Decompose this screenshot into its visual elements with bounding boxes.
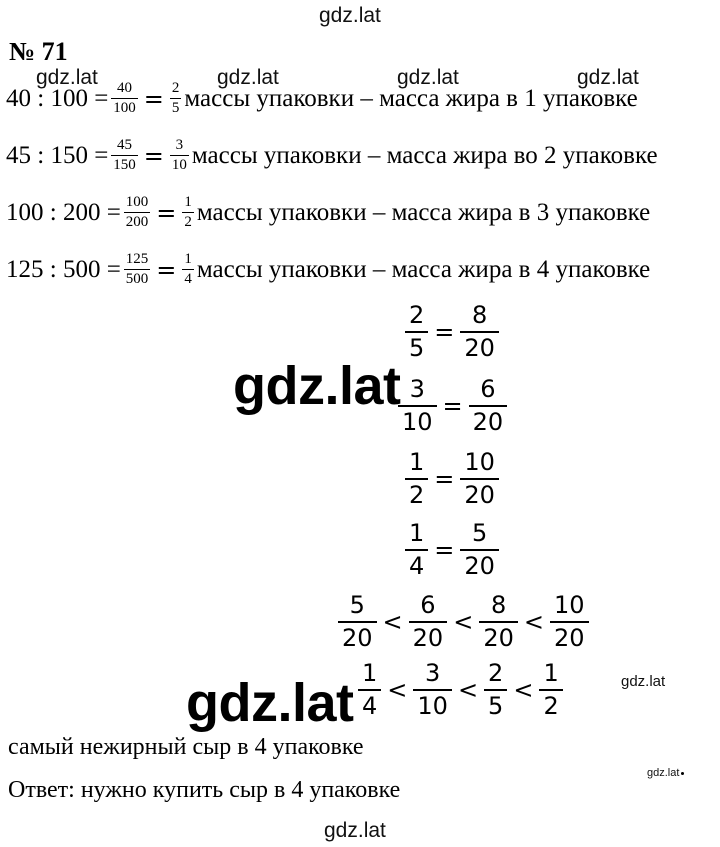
- fraction: [111, 81, 138, 116]
- calculation-row: [6, 138, 658, 173]
- comparison-fraction: [358, 661, 381, 719]
- row-description: массы упаковки – масса жира во 2 упаковке: [191, 141, 658, 169]
- watermark-2: gdz.lat: [217, 66, 279, 89]
- fraction-original-numerator: 2: [409, 301, 425, 329]
- fraction-simplified-numerator: 1: [184, 251, 192, 267]
- comparison-fraction-numerator: 2: [488, 659, 504, 687]
- watermark-top: gdz.lat: [319, 4, 381, 27]
- fraction-converted-numerator: 5: [472, 519, 488, 547]
- fraction-conversion: [405, 521, 499, 579]
- equals-sign: =: [156, 255, 177, 284]
- fraction-denominator: 200: [125, 214, 149, 230]
- fraction-conversion: [405, 303, 499, 361]
- fraction-numerator: 125: [125, 251, 149, 267]
- watermark-bottom: gdz.lat: [324, 819, 386, 842]
- calculation-row: [6, 252, 650, 287]
- watermark-4: gdz.lat: [577, 66, 639, 89]
- equals-sign: =: [143, 84, 164, 113]
- comparison-fraction-numerator: 1: [362, 659, 378, 687]
- division-expression: 40 : 100 =: [6, 84, 109, 112]
- fraction-converted-numerator: 10: [464, 448, 495, 476]
- fraction-simplified-denominator: 10: [171, 157, 187, 173]
- less-than-sign: <: [453, 608, 474, 637]
- row-description: массы упаковки – масса жира в 4 упаковке: [196, 255, 651, 283]
- fraction-simplified: [170, 138, 189, 173]
- equals-sign: =: [143, 141, 164, 170]
- comparison-fraction-denominator: 2: [539, 689, 562, 719]
- comparison-fraction: [484, 661, 507, 719]
- fraction-numerator: 45: [117, 137, 133, 153]
- fraction-converted-denominator: 20: [469, 405, 508, 435]
- fraction-converted-numerator: 8: [472, 301, 488, 329]
- comparison-fraction: [539, 661, 562, 719]
- fraction-original-numerator: 3: [409, 375, 425, 403]
- fraction-converted: [460, 303, 499, 361]
- watermark-big-2: gdz.lat: [186, 673, 354, 733]
- fraction-original-denominator: 10: [398, 405, 437, 435]
- less-than-sign: <: [387, 676, 408, 705]
- comparison-fraction-numerator: 6: [420, 591, 436, 619]
- watermark-3: gdz.lat: [397, 66, 459, 89]
- equals-sign: =: [442, 392, 463, 421]
- fraction-converted-denominator: 20: [460, 478, 499, 508]
- row-description: массы упаковки – масса жира в 1 упаковке: [184, 84, 638, 112]
- comparison-fraction: [409, 593, 448, 651]
- comparison-simplified: [358, 661, 563, 719]
- fraction-original: [398, 377, 437, 435]
- comparison-fraction-denominator: 20: [338, 621, 377, 651]
- fraction-simplified: [182, 252, 194, 287]
- fraction-denominator: 500: [125, 271, 149, 287]
- comparison-fraction-denominator: 20: [479, 621, 518, 651]
- watermark-big-1: gdz.lat: [233, 356, 401, 416]
- equals-sign: =: [156, 198, 177, 227]
- comparison-fraction-denominator: 20: [409, 621, 448, 651]
- fraction-converted: [469, 377, 508, 435]
- comparison-fraction-denominator: 10: [413, 689, 452, 719]
- division-expression: 45 : 150 =: [6, 141, 109, 169]
- division-expression: 100 : 200 =: [6, 198, 121, 226]
- fraction-original: [405, 521, 428, 579]
- fraction-simplified: [182, 195, 194, 230]
- comparison-fraction-numerator: 3: [425, 659, 441, 687]
- fraction-converted-numerator: 6: [480, 375, 496, 403]
- watermark-5: gdz.lat: [621, 673, 666, 690]
- fraction-converted: [460, 521, 499, 579]
- fraction-original-denominator: 4: [405, 549, 428, 579]
- fraction-simplified-numerator: 3: [175, 137, 184, 153]
- fraction-numerator: 40: [117, 80, 133, 96]
- watermark-6: gdz.lat: [647, 767, 684, 779]
- less-than-sign: <: [382, 608, 403, 637]
- fraction-converted-denominator: 20: [460, 549, 499, 579]
- equals-sign: =: [434, 465, 455, 494]
- fraction: [124, 195, 151, 230]
- fraction-denominator: 100: [113, 100, 136, 116]
- calculation-row: [6, 195, 650, 230]
- comparison-fraction: [479, 593, 518, 651]
- equals-sign: =: [434, 318, 455, 347]
- comparison-fraction: [550, 593, 589, 651]
- fraction-simplified: [170, 81, 182, 116]
- row-description: массы упаковки – масса жира в 3 упаковке: [196, 198, 651, 226]
- fraction-simplified-denominator: 4: [184, 271, 192, 287]
- answer-text: Ответ: нужно купить сыр в 4 упаковке: [8, 777, 401, 803]
- less-than-sign: <: [457, 676, 479, 705]
- fraction: [111, 138, 138, 173]
- comparison-fraction: [338, 593, 377, 651]
- comparison-fraction-numerator: 1: [543, 659, 559, 687]
- comparison-fraction-denominator: 4: [358, 689, 381, 719]
- comparison-fraction: [413, 661, 452, 719]
- fraction-original-denominator: 5: [405, 331, 428, 361]
- fraction-numerator: 100: [125, 194, 149, 210]
- less-than-sign: <: [513, 676, 534, 705]
- equals-sign: =: [434, 536, 455, 565]
- fraction-conversion: [405, 450, 499, 508]
- comparison-fraction-numerator: 8: [490, 591, 507, 619]
- division-expression: 125 : 500 =: [6, 255, 121, 283]
- fraction-simplified-numerator: 1: [184, 194, 192, 210]
- less-than-sign: <: [523, 608, 544, 637]
- fraction-original-numerator: 1: [409, 448, 425, 476]
- comparison-fraction-numerator: 5: [349, 591, 365, 619]
- fraction-denominator: 150: [113, 157, 136, 173]
- comparison-twentieths: [338, 593, 589, 651]
- fraction-converted: [460, 450, 499, 508]
- fraction-conversion: [398, 377, 507, 435]
- fraction-original: [405, 303, 428, 361]
- comparison-fraction-numerator: 10: [553, 591, 585, 619]
- comparison-fraction-denominator: 5: [484, 689, 507, 719]
- calculation-row: [6, 81, 638, 116]
- fraction-original-denominator: 2: [405, 478, 428, 508]
- fraction-simplified-denominator: 2: [184, 214, 192, 230]
- watermark-1: gdz.lat: [36, 66, 98, 89]
- fraction: [124, 252, 151, 287]
- comparison-fraction-denominator: 20: [550, 621, 589, 651]
- fraction-simplified-denominator: 5: [171, 100, 180, 116]
- conclusion-text: самый нежирный сыр в 4 упаковке: [8, 734, 364, 760]
- fraction-original-numerator: 1: [409, 519, 425, 547]
- problem-number: № 71: [9, 37, 68, 66]
- fraction-simplified-numerator: 2: [171, 80, 180, 96]
- fraction-converted-denominator: 20: [460, 331, 499, 361]
- fraction-original: [405, 450, 428, 508]
